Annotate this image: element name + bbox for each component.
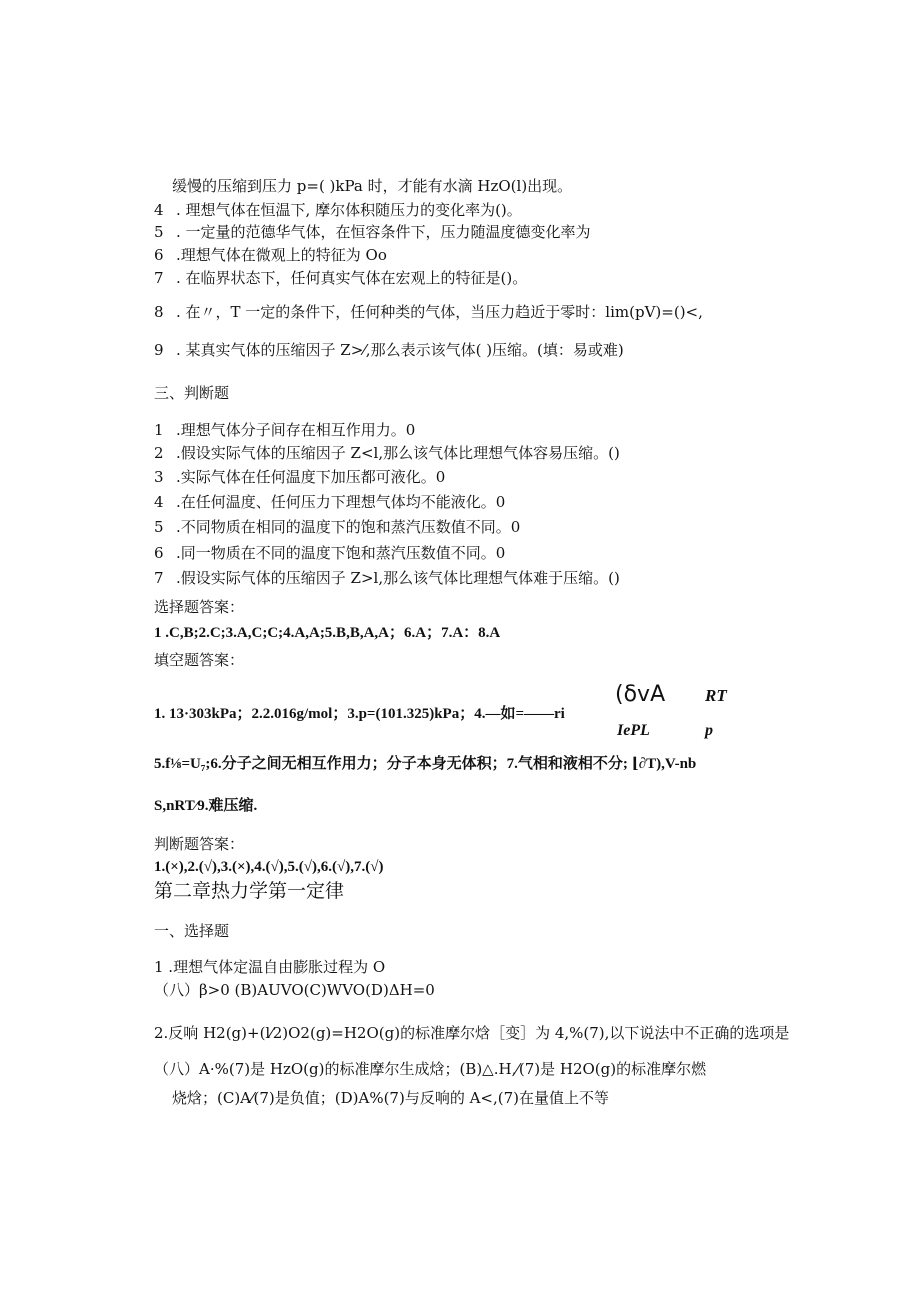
question-number: 6 (154, 246, 164, 264)
choice-answers-title: 选择题答案： (154, 598, 245, 616)
fill-question-9 (154, 340, 624, 360)
judge-question-6 (154, 543, 505, 563)
question-number: 3 (154, 468, 164, 486)
fill-question-4 (154, 200, 522, 220)
question-number: 7 (154, 569, 164, 587)
question-number: 2 (154, 444, 164, 462)
choice-answers-text: 1 .C,B;2.C;3.A,C;C;4.A,A;5.B,B,A,A；6.A；7.A：8.A (154, 625, 501, 641)
judge-question-1 (154, 420, 415, 440)
question-text: . 某真实气体的压缩因子 Z>⁄,那么表示该气体( )压缩。(填：易或难) (176, 341, 624, 359)
chapter-2-title: 第二章热力学第一定律 (154, 880, 345, 902)
question-text: .在任何温度、任何压力下理想气体均不能液化。0 (176, 493, 506, 511)
judge-question-3 (154, 467, 445, 487)
question-number: 6 (154, 544, 164, 562)
chapter-2-question-2: 2.反响 H2(g)+(l⁄2)O2(g)=H2O(g)的标准摩尔焓［变］为 4,%(7),以下说法中不正确的选项是 (154, 1024, 790, 1042)
fill-question-5 (154, 222, 591, 242)
question-text: .不同物质在相同的温度下的饱和蒸汽压数值不同。0 (176, 518, 521, 536)
question-number: 8 (154, 303, 164, 321)
judge-question-7 (154, 568, 620, 588)
question-text: . 在临界状态下，任何真实气体在宏观上的特征是()。 (176, 269, 528, 287)
chapter-2-question-1: 1 .理想气体定温自由膨胀过程为 O (154, 958, 386, 976)
chapter-2-question-1-options: （八）β>0 (B)AUVO(C)WVO(D)ΔH=0 (154, 981, 435, 999)
fill-question-7 (154, 268, 527, 288)
fill-answers-title: 填空题答案： (154, 651, 245, 669)
question-text: .理想气体分子间存在相互作用力。0 (176, 421, 416, 439)
chapter-2-section-1-title: 一、选择题 (154, 922, 230, 940)
question-text: . 在〃，T 一定的条件下，任何种类的气体，当压力趋近于零时：lim(pV)=()<, (176, 303, 703, 321)
fill-question-3-continuation: 缓慢的压缩到压力 p=( )kPa 时，才能有水滴 HzO(l)出现。 (172, 177, 573, 195)
question-number: 1 (154, 421, 164, 439)
question-text: .实际气体在任何温度下加压都可液化。0 (176, 468, 446, 486)
judge-answers-text: 1.(×),2.(√),3.(×),4.(√),5.(√),6.(√),7.(√) (154, 859, 384, 875)
fill-answer-formula-top: (δvA (615, 682, 666, 707)
judge-question-2 (154, 443, 620, 463)
question-number: 5 (154, 223, 164, 241)
fill-answer-line-2: 5.f⅛=U₇;6.分子之间无相互作用力；分子本身无体积；7.气相和液相不分; ⌊∂T),V-nb (154, 756, 697, 772)
question-number: 4 (154, 493, 164, 511)
judge-answers-title: 判断题答案： (154, 835, 245, 853)
fill-question-8 (154, 302, 703, 322)
chapter-2-question-2-options-line-1: （八）A·%(7)是 HzO(g)的标准摩尔生成焓；(B)△.H,⁄(7)是 H2O(g)的标准摩尔燃 (154, 1060, 707, 1078)
question-number: 7 (154, 269, 164, 287)
question-text: .同一物质在不同的温度下饱和蒸汽压数值不同。0 (176, 544, 506, 562)
question-text: .假设实际气体的压缩因子 Z>l,那么该气体比理想气体难于压缩。() (176, 569, 620, 587)
judge-question-4 (154, 492, 505, 512)
fill-answer-formula-rt: RT (705, 686, 727, 705)
question-number: 5 (154, 518, 164, 536)
fill-answer-line-1: 1. 13·303kPa；2.2.016g/mol；3.p=(101.325)kPa；4.—如=——ri (154, 706, 565, 722)
fill-question-6 (154, 245, 387, 265)
question-number: 4 (154, 201, 164, 219)
fill-answer-line-3: S,nRT⁄9.难压缩. (154, 798, 258, 814)
question-text: . 理想气体在恒温下, 摩尔体积随压力的变化率为()。 (176, 201, 522, 219)
question-text: .假设实际气体的压缩因子 Z<l,那么该气体比理想气体容易压缩。() (176, 444, 620, 462)
question-text: .理想气体在微观上的特征为 Oo (176, 246, 387, 264)
fill-answer-formula-p: p (705, 722, 713, 739)
judge-section-title: 三、判断题 (154, 384, 230, 402)
fill-answer-formula-bottom: IePL (617, 722, 650, 739)
question-text: . 一定量的范德华气体，在恒容条件下，压力随温度德变化率为 (176, 223, 591, 241)
chapter-2-question-2-options-line-2: 烧焓；(C)A⁄(7)是负值；(D)A%(7)与反响的 A<,(7)在量值上不等 (172, 1089, 610, 1107)
judge-question-5 (154, 517, 520, 537)
question-number: 9 (154, 341, 164, 359)
